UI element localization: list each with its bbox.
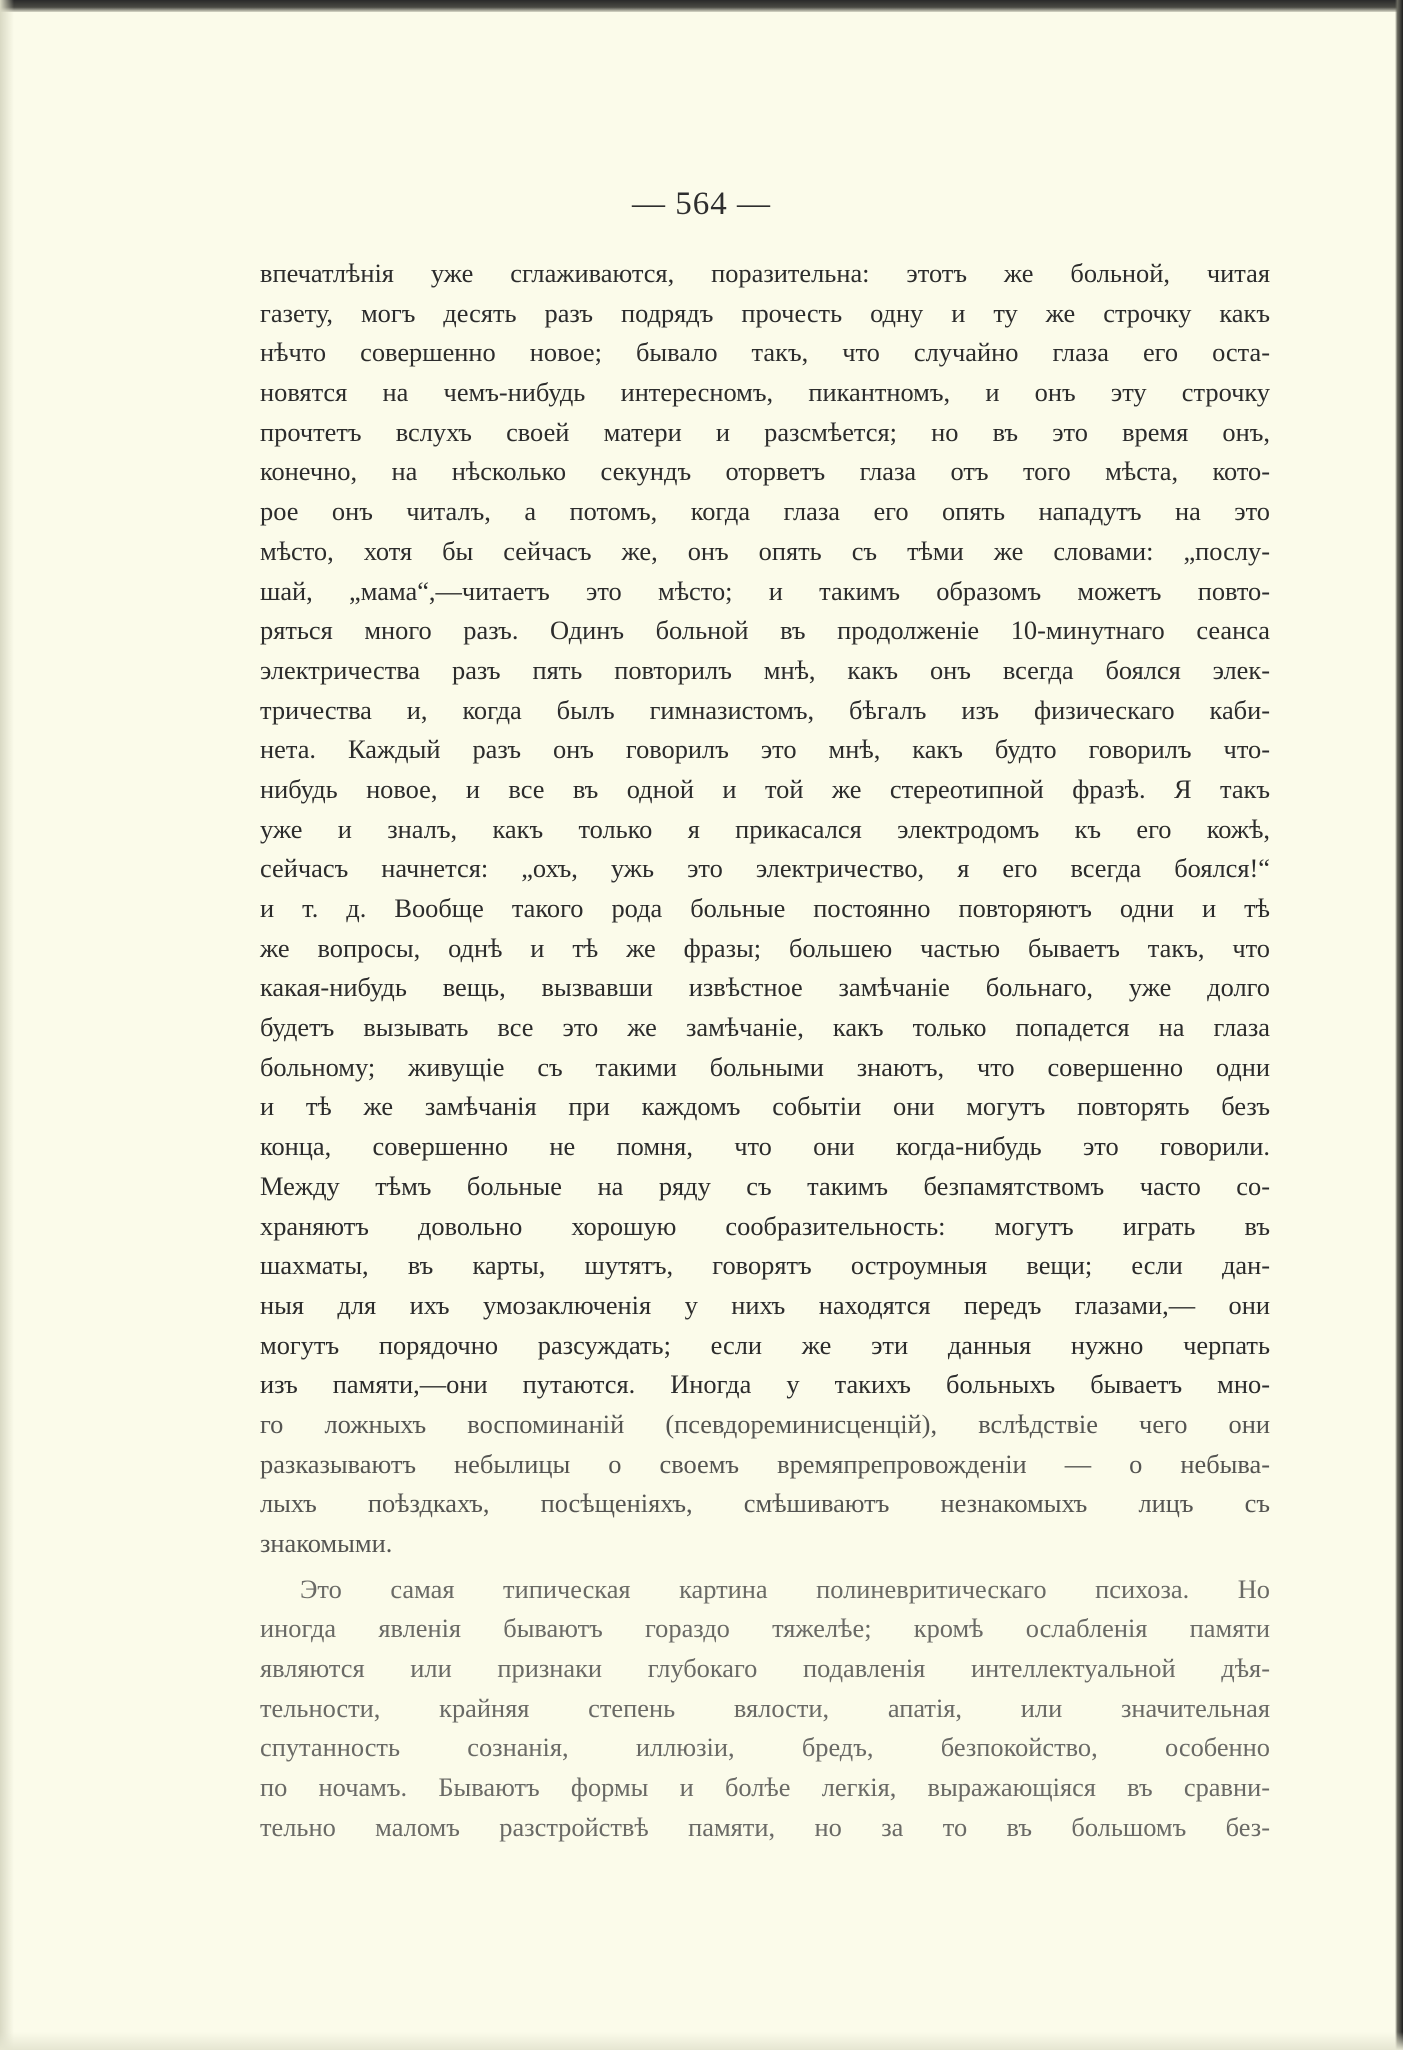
text-line: го ложныхъ воспоминаній (псевдореминисценцій), вслѣдствіе чего они [260, 1408, 1270, 1439]
text-line: конечно, на нѣсколько секундъ оторветъ глаза отъ того мѣста, кото- [260, 456, 1270, 487]
text-line: ряться много разъ. Одинъ больной въ продолженіе 10-минутнаго сеанса [260, 615, 1270, 646]
text-line: шахматы, въ карты, шутятъ, говорятъ остроумныя вещи; если дан- [260, 1250, 1270, 1281]
text-line: конца, совершенно не помня, что они когда-нибудь это говорили. [260, 1131, 1270, 1162]
text-line: могутъ порядочно разсуждать; если же эти данныя нужно черпать [260, 1329, 1270, 1360]
text-line: и тѣ же замѣчанія при каждомъ событіи они могутъ повторять безъ [260, 1091, 1270, 1122]
text-line: и т. д. Вообще такого рода больные постоянно повторяютъ одни и тѣ [260, 893, 1270, 923]
text-line: шай, „мама“,—читаетъ это мѣсто; и такимъ образомъ можетъ повто- [260, 575, 1270, 606]
page-number: — 564 — [632, 186, 771, 222]
text-line: являются или признаки глубокаго подавленія интеллектуальной дѣя- [260, 1653, 1270, 1684]
text-line: больному; живущіе съ такими больными знаютъ, что совершенно одни [260, 1051, 1270, 1082]
text-line: впечатлѣнія уже сглаживаются, поразительна: этотъ же больной, читая [260, 258, 1270, 288]
text-line: разказываютъ небылицы о своемъ времяпрепровожденіи — о небыва- [260, 1448, 1270, 1479]
text-line: изъ памяти,—они путаются. Иногда у такихъ больныхъ бываетъ мно- [260, 1369, 1270, 1400]
text-line: храняютъ довольно хорошую сообразительность: могутъ играть въ [260, 1210, 1270, 1241]
text-line: мѣсто, хотя бы сейчасъ же, онъ опять съ тѣми же словами: „послу- [260, 535, 1270, 566]
text-line: рое онъ читалъ, а потомъ, когда глаза его опять нападутъ на это [260, 496, 1270, 527]
text-line: тельности, крайняя степень вялости, апатія, или значительная [260, 1692, 1270, 1723]
text-line: тричества и, когда былъ гимназистомъ, бѣгалъ изъ физическаго каби- [260, 694, 1270, 725]
text-line: новятся на чемъ-нибудь интересномъ, пикантномъ, и онъ эту строчку [260, 377, 1270, 408]
text-line: иногда явленія бываютъ гораздо тяжелѣе; кромѣ ослабленія памяти [260, 1613, 1270, 1644]
text-line: прочтетъ вслухъ своей матери и разсмѣется; но въ это время онъ, [260, 416, 1270, 447]
text-line: электричества разъ пять повторилъ мнѣ, какъ онъ всегда боялся элек- [260, 654, 1270, 685]
text-line: знакомыми. [260, 1528, 393, 1558]
text-line: сейчасъ начнется: „охъ, ужь это электричество, я его всегда боялся!“ [260, 853, 1270, 884]
text-line: уже и зналъ, какъ только я прикасался электродомъ къ его кожѣ, [260, 813, 1270, 844]
text-line: нѣчто совершенно новое; бывало такъ, что случайно глаза его оста- [260, 337, 1270, 368]
text-line: же вопросы, однѣ и тѣ же фразы; большею частью бываетъ такъ, что [260, 932, 1270, 963]
text-line: спутанность сознанія, иллюзіи, бредъ, безпокойство, особенно [260, 1732, 1270, 1763]
text-line: по ночамъ. Бываютъ формы и болѣе легкія, выражающіяся въ сравни- [260, 1772, 1270, 1803]
text-line: нибудь новое, и все въ одной и той же стереотипной фразѣ. Я такъ [260, 773, 1270, 804]
text-line: лыхъ поѣздкахъ, посѣщеніяхъ, смѣшиваютъ незнакомыхъ лицъ съ [260, 1488, 1270, 1519]
text-line: нета. Каждый разъ онъ говорилъ это мнѣ, какъ будто говорилъ что- [260, 734, 1270, 765]
text-line: тельно маломъ разстройствѣ памяти, но за то въ большомъ без- [260, 1811, 1270, 1842]
body-text [260, 254, 1270, 1848]
scan-edge-top [0, 0, 1403, 12]
scan-edge-right [1395, 0, 1403, 2050]
scan-edge-left [0, 0, 14, 2050]
text-line: ныя для ихъ умозаключенія у нихъ находятся передъ глазами,— они [260, 1289, 1270, 1320]
text-line: газету, могъ десять разъ подрядъ прочесть одну и ту же строчку какъ [260, 297, 1270, 328]
text-line: будетъ вызывать все это же замѣчаніе, какъ только попадется на глаза [260, 1012, 1270, 1043]
paragraph-start-line: Это самая типическая картина полиневритическаго психоза. Но [300, 1573, 1270, 1604]
scan-edge-bottom [0, 2032, 1403, 2050]
text-line: какая-нибудь вещь, вызвавши извѣстное замѣчаніе больнаго, уже долго [260, 972, 1270, 1003]
text-line: Между тѣмъ больные на ряду съ такимъ безпамятствомъ часто со- [260, 1170, 1270, 1201]
